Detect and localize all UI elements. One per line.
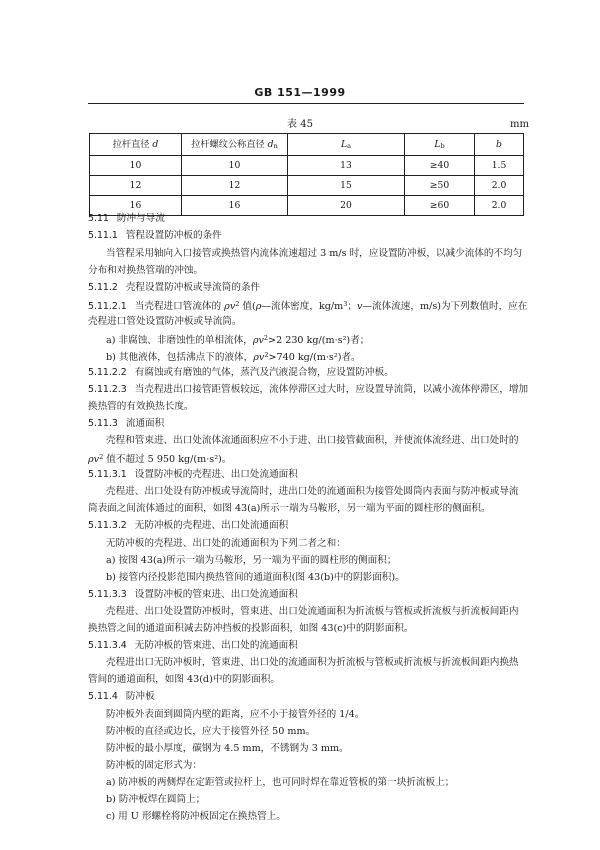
paragraph-line: $\rho v^2$ 值不超过 5 950 kg/(m·s²)。 bbox=[88, 453, 232, 466]
table-cell: 13 bbox=[288, 156, 405, 176]
table-row bbox=[90, 176, 524, 196]
list-item-a: a) 按图 43(a)所示一端为马鞍形，另一端为平面的圆柱形的侧面积； bbox=[106, 554, 397, 566]
section-5-11-3-heading: 5.11.3 流通面积 bbox=[88, 417, 165, 429]
col-header-thread-diameter: 拉杆螺纹公称直径 $d_n$ bbox=[182, 134, 288, 156]
table-cell: 15 bbox=[288, 176, 405, 196]
list-item-b: b) 防冲板焊在圆筒上； bbox=[106, 793, 206, 805]
paragraph-line: 管间的通道面积，如图 43(d)中的阴影面积。 bbox=[88, 674, 280, 686]
paragraph-line: 筒表面之间流体通过的面积，如图 43(a)所示一端为马鞍形，另一端为平面的圆柱形的侧面积。 bbox=[88, 503, 491, 515]
paragraph-line: 分布和对换热管端的冲蚀。 bbox=[88, 264, 204, 276]
col-header-la: $L_a$ bbox=[288, 134, 405, 156]
table-cell: 20 bbox=[288, 196, 405, 216]
paragraph-line: 防冲板的直径或边长，应大于接管外径 50 mm。 bbox=[106, 725, 316, 737]
paragraph-line: 防冲板的固定形式为： bbox=[106, 759, 202, 771]
paragraph-line: 防冲板外表面到圆筒内壁的距离，应不小于接管外径的 1/4。 bbox=[106, 708, 365, 720]
col-header-lb: $L_b$ bbox=[405, 134, 475, 156]
table-45 bbox=[89, 133, 524, 216]
table-cell: ≥60 bbox=[405, 196, 475, 216]
document-header: GB 151—1999 bbox=[254, 86, 346, 99]
paragraph-line: 换热管之间的通道面积减去防冲挡板的投影面积，如图 43(c)中的阴影面积。 bbox=[88, 623, 414, 635]
paragraph-line: 防冲板的最小厚度，碳钢为 4.5 mm，不锈钢为 3 mm。 bbox=[106, 742, 349, 754]
paragraph-line: 壳程进出口无防冲板时，管束进、出口处的流通面积为折流板与管板或折流板与折流板间距内换热 bbox=[106, 657, 519, 669]
section-5-11-2-1-line: 5.11.2.1 当壳程进口管流体的 $\rho v^2$ 值(ρ—流体密度，$kg/m^3$；v—流体流速，m/s)为下列数值时，应在 bbox=[88, 299, 528, 312]
section-5-11-3-2-heading: 5.11.3.2 无防冲板的壳程进、出口处流通面积 bbox=[88, 520, 289, 532]
header-rule bbox=[88, 103, 524, 104]
table-header-row bbox=[90, 134, 524, 156]
table-caption: 表 45 bbox=[287, 119, 313, 130]
section-5-11-3-3-heading: 5.11.3.3 设置防冲板的管束进、出口处流通面积 bbox=[88, 588, 298, 600]
table-unit: mm bbox=[510, 119, 529, 130]
section-5-11-2-3-line: 5.11.2.3 当壳程进出口接管距管板较远，流体停滞区过大时，应设置导流筒，以减小流体停滞区，增加 bbox=[88, 383, 529, 395]
document-body bbox=[88, 210, 529, 825]
col-header-b: b bbox=[475, 134, 524, 156]
col-header-rod-diameter: 拉杆直径 d bbox=[90, 134, 182, 156]
table-cell: 16 bbox=[182, 196, 288, 216]
list-item-a: a) 非腐蚀、非磨蚀性的单相流体，$\rho v^2>2$ 230 kg/(m·s²)者； bbox=[106, 333, 370, 346]
table-cell: 10 bbox=[90, 156, 182, 176]
paragraph-line: 无防冲板的壳程进、出口处的流通面积为下列二者之和： bbox=[106, 537, 346, 549]
paragraph-line: 当管程采用轴向入口接管或换热管内流体流速超过 3 m/s 时，应设置防冲板，以减少流体的不均匀 bbox=[106, 247, 523, 259]
table-cell: ≥40 bbox=[405, 156, 475, 176]
table-cell: 12 bbox=[182, 176, 288, 196]
table-cell: 2.0 bbox=[475, 196, 524, 216]
section-5-11-2-2-line: 5.11.2.2 有腐蚀或有磨蚀的气体，蒸汽及汽液混合物，应设置防冲板。 bbox=[88, 366, 394, 378]
table-cell: 12 bbox=[90, 176, 182, 196]
section-5-11-3-4-heading: 5.11.3.4 无防冲板的管束进、出口处的流通面积 bbox=[88, 640, 298, 652]
section-5-11-4-heading: 5.11.4 防冲板 bbox=[88, 691, 155, 703]
table-cell: ≥50 bbox=[405, 176, 475, 196]
table-cell: 10 bbox=[182, 156, 288, 176]
section-5-11-3-1-heading: 5.11.3.1 设置防冲板的壳程进、出口处流通面积 bbox=[88, 469, 298, 481]
list-item-b: b) 接管内径投影范围内换热管间的通道面积(图 43(b)中的阴影面积)。 bbox=[106, 571, 405, 583]
table-cell: 1.5 bbox=[475, 156, 524, 176]
list-item-a: a) 防冲板的两侧焊在定距管或拉杆上，也可同时焊在靠近管板的第一块折流板上； bbox=[106, 776, 455, 788]
paragraph-line: 换热管的有效换热长度。 bbox=[88, 400, 194, 412]
table-cell: 16 bbox=[90, 196, 182, 216]
paragraph-line: 壳程进、出口处设置防冲板时，管束进、出口处流通面积为折流板与管板或折流板与折流板间距内 bbox=[106, 606, 519, 618]
section-5-11-2-heading: 5.11.2 壳程设置防冲板或导流筒的条件 bbox=[88, 281, 261, 293]
list-item-c: c) 用 U 形螺栓将防冲板固定在换热管上。 bbox=[106, 810, 286, 822]
list-item-b: b) 其他液体，包括沸点下的液体，$\rho v^2>740$ kg/(m·s²)者。 bbox=[106, 350, 361, 363]
paragraph-line: 壳程进口管处设置防冲板或导流筒。 bbox=[88, 315, 242, 327]
section-5-11-heading: 5.11 防冲与导流 bbox=[88, 213, 165, 224]
paragraph-line: 壳程进、出口处设有防冲板或导流筒时，进出口处的流通面积为接管处圆筒内表面与防冲板或导流 bbox=[106, 486, 519, 498]
table-row bbox=[90, 156, 524, 176]
paragraph-line: 壳程和管束进、出口处流体流通面积应不小于进、出口接管截面积，并使流体流经进、出口处时的 bbox=[106, 435, 519, 447]
section-5-11-1-heading: 5.11.1 管程设置防冲板的条件 bbox=[88, 230, 222, 242]
table-cell: 2.0 bbox=[475, 176, 524, 196]
